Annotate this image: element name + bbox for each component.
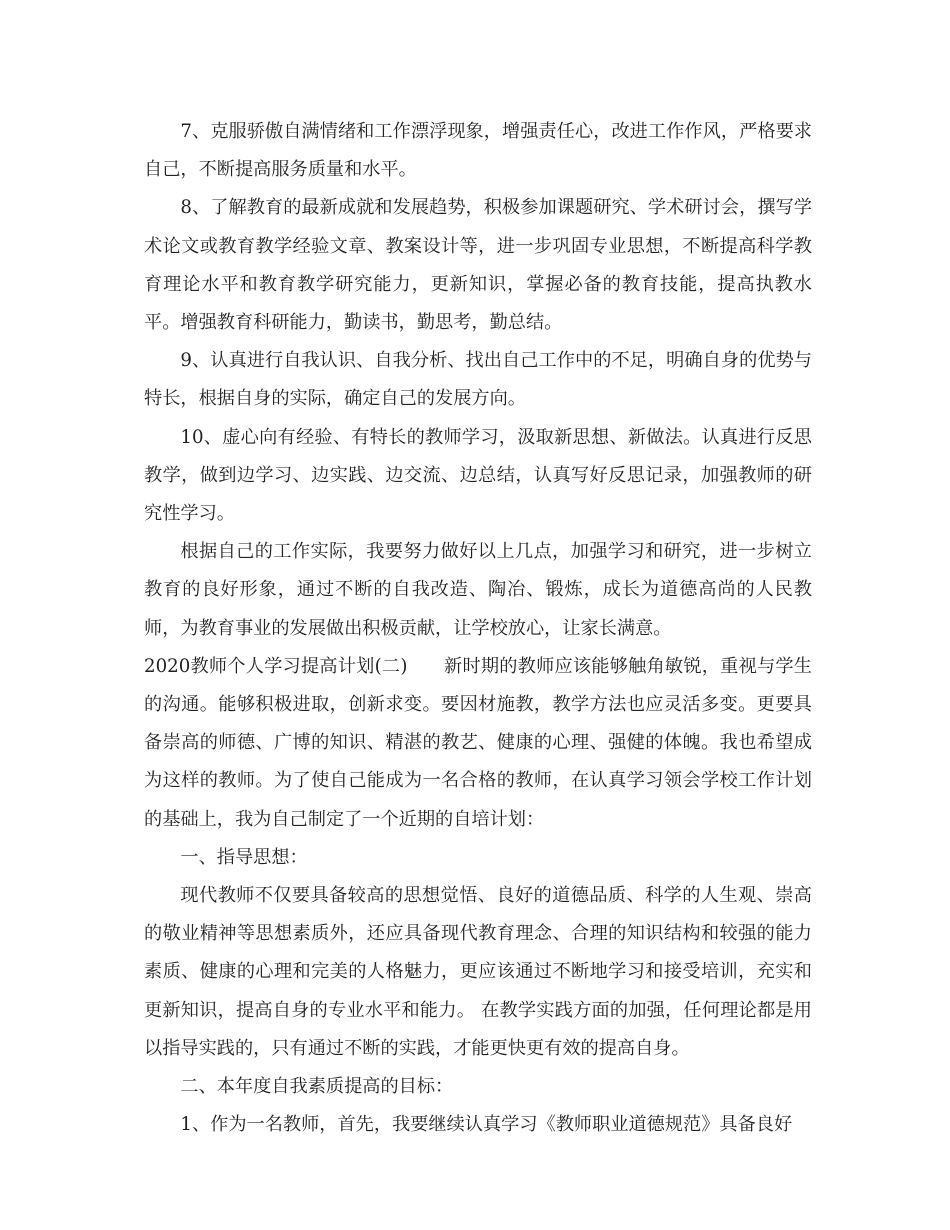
paragraph-item-8: 8、了解教育的最新成就和发展趋势，积极参加课题研究、学术研讨会，撰写学术论文或教育教学经验文章、教案设计等，进一步巩固专业思想，不断提高科学教育理论水平和教育教学研究能力，更新知识，掌握必备的教育技能，提高执教水平。增强教育科研能力，勤读书，勤思考，勤总结。 — [144, 197, 812, 334]
section-intro-text: 新时期的教师应该能够触角敏锐，重视与学生的沟通。能够积极进取，创新求变。要因材施教，教学方法也应灵活多变。更要具备崇高的师德、广博的知识、精湛的教艺、健康的心理、强健的体魄。我也希望成为这样的教师。为了使自己能成为一名合格的教师，在认真学习领会学校工作计划的基础上，我为自己制定了一个近期的自培计划： — [144, 655, 812, 830]
paragraph-item-10: 10、虚心向有经验、有特长的教师学习，汲取新思想、新做法。认真进行反思教学，做到边学习、边实践、边交流、边总结，认真写好反思记录，加强教师的研究性学习。 — [144, 426, 812, 525]
heading-guiding-ideology: 一、指导思想： — [180, 846, 308, 868]
heading-annual-goals: 二、本年度自我素质提高的目标： — [180, 1076, 454, 1098]
paragraph-guiding-ideology: 现代教师不仅要具备较高的思想觉悟、良好的道德品质、科学的人生观、崇高的敬业精神等思想素质外，还应具备现代教育理念、合理的知识结构和较强的能力素质、健康的心理和完美的人格魅力，更应该通过不断地学习和接受培训，充实和更新知识，提高自身的专业水平和能力。 在教学实践方面的加强，任何理论都是用以指导实践的，只有通过不断的实践，才能更快更有效的提高自身。 — [144, 885, 812, 1059]
paragraph-item-9: 9、认真进行自我认识、自我分析、找出自己工作中的不足，明确自身的优势与特长，根据自身的实际，确定自己的发展方向。 — [144, 350, 812, 410]
paragraph-item-7: 7、克服骄傲自满情绪和工作漂浮现象，增强责任心，改进工作作风，严格要求自己，不断提高服务质量和水平。 — [144, 121, 812, 181]
paragraph-conclusion: 根据自己的工作实际，我要努力做好以上几点，加强学习和研究，进一步树立教育的良好形象，通过不断的自我改造、陶冶、锻炼，成长为道德高尚的人民教师，为教育事业的发展做出积极贡献，让学校放心，让家长满意。 — [144, 541, 812, 639]
section-title: 2020教师个人学习提高计划(二) — [144, 655, 408, 677]
paragraph-goal-1: 1、作为一名教师，首先，我要继续认真学习《教师职业道德规范》具备良好 — [180, 1114, 793, 1136]
section-intro-paragraph — [144, 648, 812, 839]
document-body — [144, 113, 812, 1144]
